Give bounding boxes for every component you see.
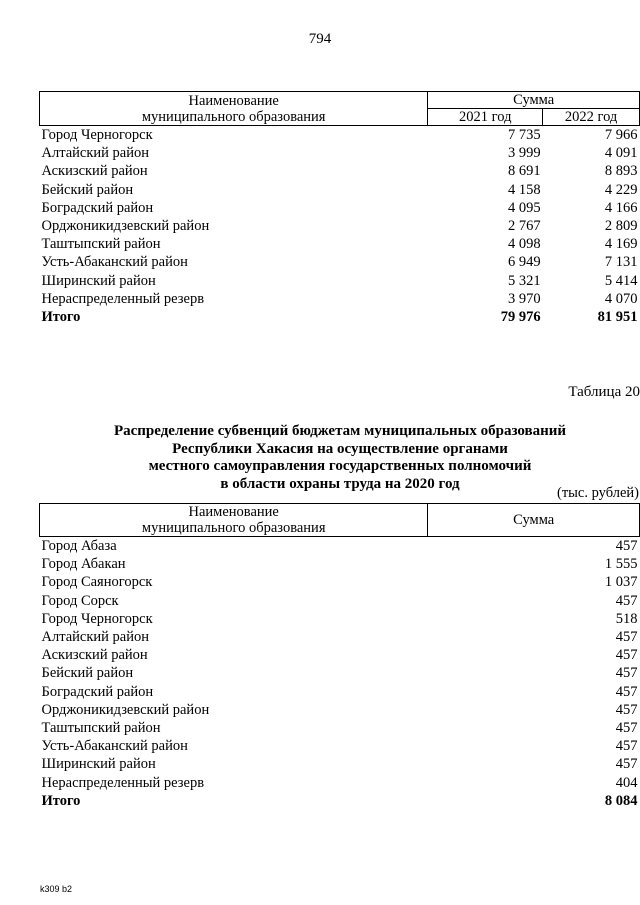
row-name: Город Черногорск bbox=[41, 610, 153, 627]
table1-header-sum: Сумма bbox=[428, 92, 640, 109]
row-value: 4 229 bbox=[604, 181, 638, 198]
table-row bbox=[40, 592, 640, 610]
footer-code: k309 b2 bbox=[40, 884, 73, 894]
table-row bbox=[40, 199, 640, 217]
table-row bbox=[40, 217, 640, 235]
row-value: 4 098 bbox=[508, 236, 541, 253]
row-value: 4 158 bbox=[508, 181, 541, 198]
row-name: Боградский район bbox=[41, 199, 154, 216]
table2-header-name bbox=[40, 504, 428, 537]
row-value: 7 735 bbox=[508, 127, 541, 144]
row-name: Нераспределенный резерв bbox=[41, 774, 205, 791]
row-name: Алтайский район bbox=[41, 629, 149, 646]
table-row bbox=[40, 126, 640, 145]
total-row bbox=[40, 792, 640, 810]
row-value: 1 555 bbox=[604, 556, 638, 573]
row-name: Ширинский район bbox=[41, 756, 156, 773]
row-value: 518 bbox=[615, 610, 638, 627]
row-value: 81 951 bbox=[597, 308, 638, 325]
row-name: Итого bbox=[41, 792, 81, 809]
row-name: Усть-Абаканский район bbox=[41, 254, 188, 271]
row-value: 1 037 bbox=[604, 574, 638, 591]
title-line: местного самоуправления государственных полномочий bbox=[148, 458, 532, 474]
row-value: 457 bbox=[615, 538, 638, 555]
row-value: 8 691 bbox=[508, 163, 541, 180]
row-name: Ширинский район bbox=[41, 272, 156, 289]
row-name: Бейский район bbox=[41, 665, 134, 682]
row-name: Аскизский район bbox=[41, 647, 148, 664]
row-value: 457 bbox=[615, 665, 638, 682]
table-2021-2022 bbox=[39, 91, 640, 326]
row-value: 457 bbox=[615, 592, 638, 609]
table-row bbox=[40, 646, 640, 664]
page-number: 794 bbox=[308, 31, 332, 47]
table-row bbox=[40, 773, 640, 791]
table-row bbox=[40, 610, 640, 628]
table-row bbox=[40, 719, 640, 737]
table1-header-2021: 2021 год bbox=[428, 109, 543, 126]
row-name: Усть-Абаканский район bbox=[41, 738, 188, 755]
table2-header-name-line1: Наименование bbox=[188, 504, 279, 520]
table1-header-name-line1: Наименование bbox=[188, 92, 279, 109]
table-row bbox=[40, 737, 640, 755]
table-row bbox=[40, 573, 640, 591]
table-row bbox=[40, 537, 640, 556]
row-name: Город Черногорск bbox=[41, 127, 153, 144]
row-value: 457 bbox=[615, 629, 638, 646]
table-row bbox=[40, 272, 640, 290]
row-name: Орджоникидзевский район bbox=[41, 218, 210, 235]
title-line: Распределение субвенций бюджетам муниципальных образований bbox=[113, 423, 567, 439]
row-value: 4 095 bbox=[508, 199, 541, 216]
row-value: 3 999 bbox=[508, 145, 541, 162]
row-value: 4 166 bbox=[604, 199, 638, 216]
table-row bbox=[40, 701, 640, 719]
table-row bbox=[40, 628, 640, 646]
units-label: (тыс. рублей) bbox=[557, 485, 639, 501]
row-name: Город Абаза bbox=[41, 538, 117, 555]
row-value: 2 809 bbox=[604, 218, 638, 235]
row-name: Бейский район bbox=[41, 181, 134, 198]
row-value: 7 131 bbox=[604, 254, 638, 271]
row-value: 457 bbox=[615, 647, 638, 664]
table-row bbox=[40, 181, 640, 199]
row-name: Алтайский район bbox=[41, 145, 149, 162]
row-name: Город Саяногорск bbox=[41, 574, 153, 591]
table-row bbox=[40, 683, 640, 701]
row-value: 8 084 bbox=[604, 792, 638, 809]
row-value: 457 bbox=[615, 701, 638, 718]
row-value: 7 966 bbox=[604, 127, 638, 144]
table-row bbox=[40, 755, 640, 773]
row-value: 6 949 bbox=[508, 254, 541, 271]
table1-header-2022: 2022 год bbox=[543, 109, 640, 126]
table-2020 bbox=[39, 503, 640, 810]
table-row bbox=[40, 555, 640, 573]
row-value: 4 169 bbox=[604, 236, 638, 253]
title-line: в области охраны труда на 2020 год bbox=[220, 475, 460, 492]
table-row bbox=[40, 290, 640, 308]
table-row bbox=[40, 162, 640, 180]
row-name: Итого bbox=[41, 308, 81, 325]
row-value: 5 414 bbox=[604, 272, 638, 289]
row-value: 457 bbox=[615, 683, 638, 700]
table-row bbox=[40, 144, 640, 162]
row-value: 3 970 bbox=[508, 290, 541, 307]
table-label: Таблица 20 bbox=[568, 384, 640, 400]
table-row bbox=[40, 664, 640, 682]
row-name: Аскизский район bbox=[41, 163, 148, 180]
row-name: Орджоникидзевский район bbox=[41, 701, 210, 718]
row-value: 2 767 bbox=[508, 218, 541, 235]
row-name: Таштыпский район bbox=[41, 236, 161, 253]
table-row bbox=[40, 253, 640, 271]
row-name: Нераспределенный резерв bbox=[41, 290, 205, 307]
table1-header-name-line2: муниципального образования bbox=[141, 108, 326, 125]
row-value: 457 bbox=[615, 719, 638, 736]
row-value: 457 bbox=[615, 738, 638, 755]
row-value: 5 321 bbox=[508, 272, 541, 289]
row-name: Город Сорск bbox=[41, 592, 119, 609]
section-title bbox=[0, 423, 640, 493]
table1-header-name bbox=[40, 92, 428, 126]
row-value: 4 091 bbox=[604, 145, 638, 162]
total-row bbox=[40, 308, 640, 326]
row-value: 404 bbox=[615, 774, 638, 791]
row-value: 79 976 bbox=[500, 308, 541, 325]
row-value: 4 070 bbox=[604, 290, 638, 307]
row-value: 8 893 bbox=[604, 163, 638, 180]
table2-header-sum: Сумма bbox=[428, 504, 640, 537]
table2-header-name-line2: муниципального образования bbox=[141, 520, 326, 536]
title-line: Республики Хакасия на осуществление органами bbox=[172, 440, 508, 457]
row-name: Таштыпский район bbox=[41, 719, 161, 736]
table-row bbox=[40, 235, 640, 253]
row-name: Боградский район bbox=[41, 683, 154, 700]
row-value: 457 bbox=[615, 756, 638, 773]
row-name: Город Абакан bbox=[41, 556, 126, 573]
